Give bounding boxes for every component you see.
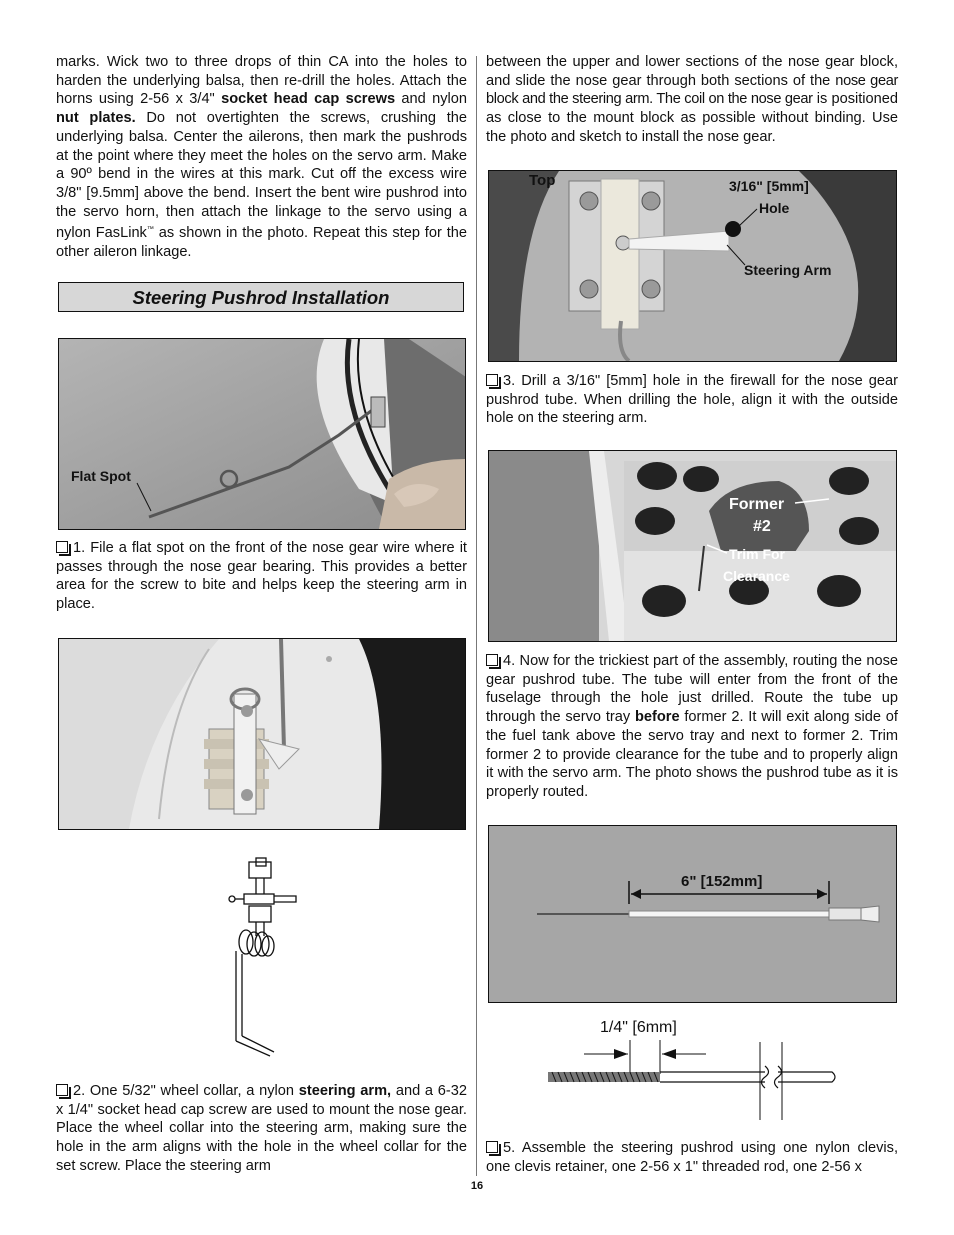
label-hole: Hole xyxy=(759,200,790,216)
label-trim-for: Trim For xyxy=(729,546,786,562)
photo-pushrod xyxy=(488,825,897,1003)
intro-text-4: as shown in the photo. Repeat this step for the other aileron linkage. xyxy=(56,225,467,260)
step-4-bold: before xyxy=(634,709,680,726)
step-4-text-1: 4. Now for the trickiest part of the assembly, routing the nose gear pushrod tube. The tube will enter from the front of the fuselage through the hole just drilled. Route the tube up through the servo tray xyxy=(486,653,898,726)
label-former: Former xyxy=(729,496,785,513)
photo-nose-gear-mount xyxy=(58,638,466,830)
label-hole-size: 3/16" [5mm] xyxy=(729,178,809,194)
step-5 xyxy=(486,1139,898,1176)
right-intro-text-1: between the upper and lower sections of the nose gear block, and slide the nose gear through both sections of the xyxy=(486,54,898,89)
column-divider xyxy=(476,56,477,1176)
page-number: 16 xyxy=(470,1180,484,1192)
flat-spot-label: Flat Spot xyxy=(71,468,131,484)
step-4-checkbox[interactable] xyxy=(486,654,498,666)
step-2-text-2: and a 6-32 x 1/4" socket head cap screw are used to mount the nose gear. Place the wheel collar into the steering arm, making sure the hole in the arm aligns with the hole in the wheel collar for the set screw. Place the steering arm xyxy=(56,1083,467,1174)
step-5-checkbox[interactable] xyxy=(486,1141,498,1153)
label-top: Top xyxy=(529,172,556,189)
step-2 xyxy=(56,1082,467,1176)
step-4 xyxy=(486,652,898,802)
intro-text-2: and nylon xyxy=(395,91,468,108)
label-thread-length: 1/4" [6mm] xyxy=(600,1019,677,1036)
label-former-number: #2 xyxy=(753,518,771,535)
step-4-text-2: former 2. It will exit along side of the fuel tank above the servo tray and next to former 2. Trim former 2 to provide clearance for the tube and to properly align it with the servo arm. The photo shows the pushrod tube as it is properly routed. xyxy=(486,709,898,800)
step-3 xyxy=(486,372,898,428)
step-2-bold: steering arm, xyxy=(298,1083,392,1099)
intro-bold-2: nut plates. xyxy=(56,110,136,127)
nose-gear-sketch xyxy=(222,856,302,1061)
step-2-text-1: 2. One 5/32" wheel collar, a nylon xyxy=(73,1083,299,1099)
label-clearance: Clearance xyxy=(723,568,790,584)
right-intro-compact: nose gear block and the steering arm. The coil on the nose gear xyxy=(486,72,898,108)
photo-former-2 xyxy=(488,450,897,642)
step-5-text: 5. Assemble the steering pushrod using one nylon clevis, one clevis retainer, one 2-56 x 1" threaded rod, one 2-56 x xyxy=(486,1140,898,1175)
label-steering-arm: Steering Arm xyxy=(744,262,832,278)
step-2-checkbox[interactable] xyxy=(56,1084,68,1096)
threaded-rod-sketch xyxy=(540,1010,845,1130)
step-1 xyxy=(56,539,467,614)
intro-text-1: marks. Wick two to three drops of thin CA into the holes to harden the underlying balsa, then re-drill the holes. Attach the horns using 2-56 x 3/4" xyxy=(56,54,467,108)
left-intro-paragraph xyxy=(56,53,467,262)
intro-bold-1: socket head cap screws xyxy=(221,91,396,108)
photo-steering-arm-top xyxy=(488,170,897,362)
trademark-symbol: ™ xyxy=(146,226,154,234)
step-1-text: 1. File a flat spot on the front of the nose gear wire where it passes through the nose gear bearing. This provides a better area for the screw to bite and helps keep the steering arm in place. xyxy=(56,540,467,613)
right-intro-text-2: is positioned as close to the mount block as possible without binding. Use the photo and sketch to install the nose gear. xyxy=(486,91,898,145)
right-intro-paragraph xyxy=(486,53,898,147)
intro-text-3: Do not overtighten the screws, crushing the underlying balsa. Center the ailerons, then mark the pushrods at the point where they meet the holes on the servo arm. Make a 90º bend in the wires at this mark. Cut off the excess wire 3/8" [9.5mm] above the bend. Insert the bent wire pushrod into the servo horn, then attach the linkage to the servo using a nylon FasLink xyxy=(56,110,467,242)
step-3-text: 3. Drill a 3/16" [5mm] hole in the firewall for the nose gear pushrod tube. When drilling the hole, align it with the outside hole on the steering arm. xyxy=(486,373,898,427)
photo-flat-spot xyxy=(58,338,466,530)
step-1-checkbox[interactable] xyxy=(56,541,68,553)
step-3-checkbox[interactable] xyxy=(486,374,498,386)
label-pushrod-length: 6" [152mm] xyxy=(681,873,763,890)
section-heading: Steering Pushrod Installation xyxy=(58,282,464,312)
